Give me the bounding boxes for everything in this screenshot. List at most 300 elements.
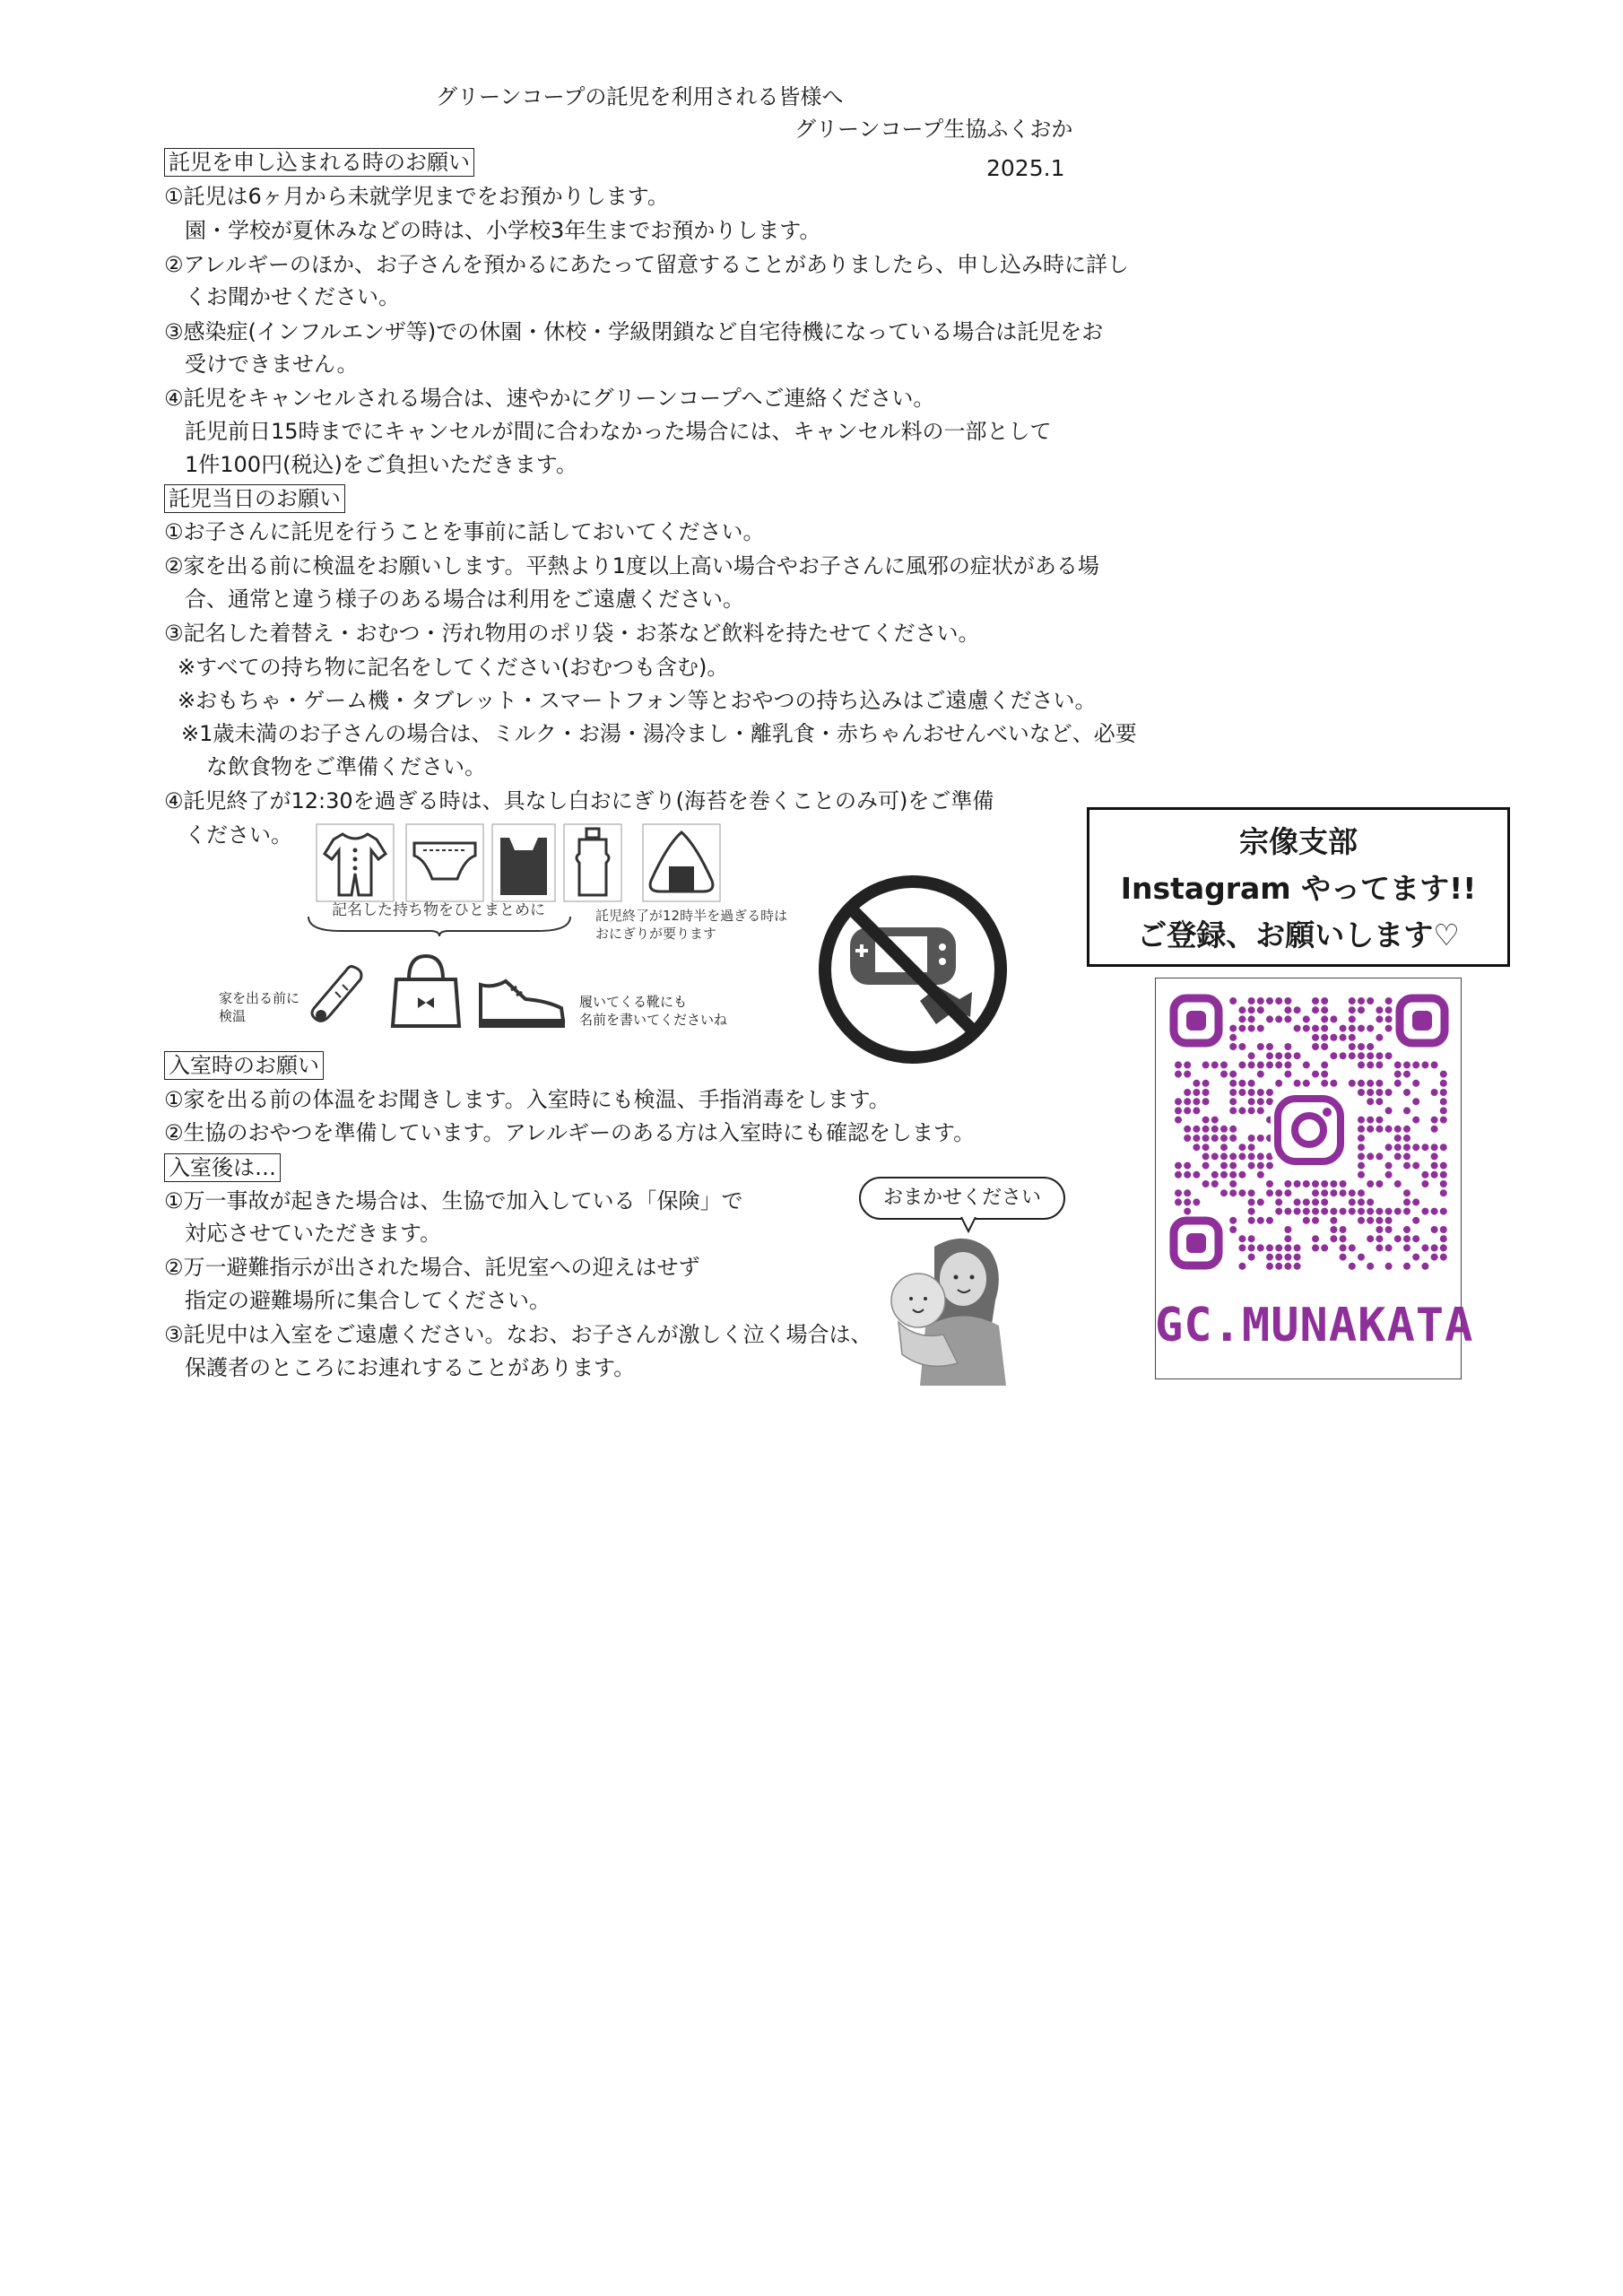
qr-module: [1266, 1217, 1273, 1224]
qr-module: [1229, 1034, 1237, 1041]
qr-module: [1238, 1015, 1245, 1022]
qr-module: [1330, 1180, 1337, 1187]
speech-bubble: おまかせください: [859, 1177, 1065, 1220]
promo-register-line: ご登録、お願いします♡: [1137, 918, 1460, 952]
qr-module: [1403, 1198, 1410, 1205]
qr-module: [1303, 1061, 1310, 1068]
qr-module: [1431, 1144, 1438, 1151]
qr-module: [1358, 1189, 1365, 1196]
qr-module: [1303, 1217, 1310, 1224]
qr-module: [1312, 1189, 1319, 1196]
qr-module: [1294, 1198, 1301, 1205]
qr-module: [1312, 1071, 1319, 1078]
qr-module: [1330, 1235, 1337, 1242]
qr-module: [1349, 1208, 1356, 1215]
caption-temperature-2: 検温: [219, 1008, 247, 1024]
qr-module: [1394, 1235, 1402, 1242]
text-line: 合、通常と違う様子のある場合は利用をご遠慮ください。: [185, 587, 744, 612]
qr-module: [1440, 1117, 1447, 1124]
qr-module: [1294, 1052, 1301, 1059]
plastic-bag-icon: [491, 823, 556, 902]
qr-module: [1257, 1098, 1264, 1105]
qr-module: [1284, 1006, 1291, 1013]
qr-module: [1284, 1043, 1291, 1050]
text-line: くお聞かせください。: [185, 284, 400, 309]
qr-module: [1211, 1180, 1219, 1187]
qr-module: [1358, 1080, 1365, 1087]
qr-module: [1248, 1144, 1255, 1151]
qr-module: [1229, 1080, 1237, 1087]
qr-module: [1193, 1171, 1200, 1178]
qr-module: [1303, 1015, 1310, 1022]
qr-module: [1257, 1025, 1264, 1032]
qr-module: [1330, 1052, 1337, 1059]
qr-module: [1367, 1235, 1374, 1242]
qr-module: [1321, 1080, 1328, 1087]
qr-module: [1376, 1080, 1383, 1087]
qr-module: [1340, 1180, 1347, 1187]
qr-module: [1229, 1126, 1237, 1133]
qr-module: [1349, 1025, 1356, 1032]
qr-module: [1248, 1244, 1255, 1251]
qr-module: [1358, 1254, 1365, 1261]
qr-module: [1202, 1089, 1210, 1096]
qr-module: [1330, 1226, 1337, 1233]
qr-module: [1431, 1226, 1438, 1233]
qr-module: [1211, 1152, 1219, 1160]
qr-module: [1312, 1025, 1319, 1032]
organization-name: グリーンコープ生協ふくおか: [794, 117, 1073, 142]
qr-module: [1321, 1006, 1328, 1013]
qr-module: [1440, 1254, 1447, 1261]
qr-module: [1248, 1098, 1255, 1105]
qr-module: [1184, 1071, 1191, 1078]
qr-module: [1421, 1180, 1428, 1187]
qr-module: [1340, 1244, 1347, 1251]
document-title: グリーンコープの託児を利用される皆様へ: [436, 84, 844, 109]
qr-module: [1238, 1107, 1245, 1114]
qr-module: [1220, 1144, 1228, 1151]
qr-module: [1431, 1162, 1438, 1170]
qr-module: [1349, 1198, 1356, 1205]
qr-module: [1321, 1208, 1328, 1215]
qr-module: [1376, 1235, 1383, 1242]
qr-module: [1376, 1034, 1383, 1041]
qr-module: [1412, 1098, 1419, 1105]
qr-module: [1275, 1189, 1282, 1196]
qr-module: [1367, 1152, 1374, 1160]
qr-module: [1275, 1080, 1282, 1087]
qr-module: [1248, 1135, 1255, 1142]
qr-module: [1211, 1171, 1219, 1178]
qr-module: [1412, 1235, 1419, 1242]
qr-module: [1403, 1244, 1410, 1251]
qr-module: [1358, 1217, 1365, 1224]
qr-module: [1184, 1126, 1191, 1133]
qr-module: [1284, 1254, 1291, 1261]
qr-module: [1431, 1254, 1438, 1261]
qr-module: [1358, 1126, 1365, 1133]
qr-module: [1257, 1244, 1264, 1251]
qr-module: [1312, 1244, 1319, 1251]
qr-module: [1193, 1098, 1200, 1105]
qr-module: [1385, 1025, 1393, 1032]
section-heading-day: 託児当日のお願い: [164, 484, 345, 513]
qr-module: [1358, 1006, 1365, 1013]
qr-module: [1229, 1171, 1237, 1178]
qr-module: [1376, 1006, 1383, 1013]
text-line: ②万一避難指示が出された場合、託児室への迎えはせず: [164, 1255, 700, 1280]
qr-module: [1349, 1034, 1356, 1041]
text-line: ※おもちゃ・ゲーム機・タブレット・スマートフォン等とおやつの持ち込みはご遠慮ください。: [178, 688, 1097, 713]
qr-module: [1248, 1152, 1255, 1160]
qr-module: [1275, 1061, 1282, 1068]
qr-module: [1284, 997, 1291, 1004]
qr-module: [1394, 1126, 1402, 1133]
mother-and-baby-illustration: [881, 1229, 1015, 1389]
qr-module: [1367, 1043, 1374, 1050]
qr-module: [1193, 1126, 1200, 1133]
text-line: ③記名した着替え・おむつ・汚れ物用のポリ袋・お茶など飲料を持たせてください。: [164, 621, 980, 646]
qr-module: [1193, 1198, 1200, 1205]
qr-module: [1367, 1217, 1374, 1224]
qr-module: [1238, 1263, 1245, 1270]
text-line: 保護者のところにお連れすることがあります。: [185, 1355, 636, 1380]
promo-instagram-line: Instagram やってます!!: [1120, 871, 1477, 906]
qr-module: [1312, 1034, 1319, 1041]
qr-module: [1358, 1171, 1365, 1178]
qr-module: [1175, 1071, 1182, 1078]
qr-module: [1266, 1180, 1273, 1187]
qr-module: [1238, 1171, 1245, 1178]
qr-module: [1412, 1198, 1419, 1205]
qr-module: [1431, 1126, 1438, 1133]
text-line: ②生協のおやつを準備しています。アレルギーのある方は入室時にも確認をします。: [164, 1120, 976, 1145]
qr-module: [1349, 1052, 1356, 1059]
qr-module: [1275, 1198, 1282, 1205]
qr-module: [1248, 1198, 1255, 1205]
qr-module: [1376, 1117, 1383, 1124]
qr-module: [1202, 1098, 1210, 1105]
qr-module: [1266, 1052, 1273, 1059]
text-line: ④託児をキャンセルされる場合は、速やかにグリーンコープへご連絡ください。: [164, 386, 935, 411]
qr-module: [1202, 1162, 1210, 1170]
qr-module: [1412, 1144, 1419, 1151]
qr-module: [1284, 1235, 1291, 1242]
qr-module: [1358, 1198, 1365, 1205]
qr-module: [1211, 1117, 1219, 1124]
qr-module: [1202, 1117, 1210, 1124]
qr-module: [1175, 1098, 1182, 1105]
qr-module: [1175, 1162, 1182, 1170]
qr-module: [1266, 1089, 1273, 1096]
qr-module: [1340, 1025, 1347, 1032]
qr-module: [1284, 1208, 1291, 1215]
text-line: 対応させていただきます。: [185, 1221, 442, 1246]
qr-module: [1284, 1061, 1291, 1068]
text-line: 受けできません。: [185, 352, 359, 377]
qr-module: [1421, 1263, 1428, 1270]
qr-module: [1229, 1226, 1237, 1233]
qr-module: [1394, 1071, 1402, 1078]
qr-module: [1175, 1117, 1182, 1124]
instagram-qr-code[interactable]: [1156, 978, 1462, 1283]
qr-module: [1349, 1244, 1356, 1251]
qr-module: [1229, 1071, 1237, 1078]
qr-module: [1385, 1126, 1393, 1133]
qr-module: [1248, 1025, 1255, 1032]
qr-module: [1211, 1126, 1219, 1133]
qr-module: [1266, 1043, 1273, 1050]
qr-module: [1294, 1080, 1301, 1087]
qr-module: [1184, 1198, 1191, 1205]
qr-module: [1385, 1171, 1393, 1178]
qr-module: [1248, 1089, 1255, 1096]
qr-module: [1266, 1244, 1273, 1251]
qr-module: [1431, 1061, 1438, 1068]
qr-module: [1440, 1144, 1447, 1151]
qr-module: [1220, 1162, 1228, 1170]
thermometer-icon: [303, 960, 375, 1031]
qr-module: [1257, 1071, 1264, 1078]
qr-module: [1284, 1189, 1291, 1196]
caption-shoes-1: 履いてくる靴にも: [579, 994, 688, 1010]
qr-module: [1193, 1135, 1200, 1142]
text-line: ③感染症(インフルエンザ等)での休園・休校・学級閉鎖など自宅待機になっている場合は託児をお: [164, 319, 1104, 344]
qr-module: [1275, 1052, 1282, 1059]
tote-bag-icon: [387, 951, 464, 1031]
qr-module: [1220, 1189, 1228, 1196]
qr-module: [1303, 1198, 1310, 1205]
qr-module: [1275, 1208, 1282, 1215]
qr-module: [1248, 1015, 1255, 1022]
qr-module: [1248, 1217, 1255, 1224]
qr-module: [1340, 1254, 1347, 1261]
qr-module: [1394, 1144, 1402, 1151]
qr-module: [1330, 1189, 1337, 1196]
qr-module: [1321, 1034, 1328, 1041]
qr-module: [1349, 1263, 1356, 1270]
caption-lunch-1: 託児終了が12時半を過ぎる時は: [595, 908, 788, 924]
text-line: ①万一事故が起きた場合は、生協で加入している「保険」で: [164, 1188, 743, 1213]
qr-module: [1367, 1061, 1374, 1068]
qr-module: [1238, 1152, 1245, 1160]
text-line: な飲食物をご準備ください。: [206, 754, 486, 779]
qr-module: [1248, 1235, 1255, 1242]
qr-module: [1349, 1043, 1356, 1050]
qr-module: [1248, 1189, 1255, 1196]
qr-module: [1266, 1254, 1273, 1261]
qr-module: [1440, 1098, 1447, 1105]
qr-module: [1385, 1244, 1393, 1251]
qr-module: [1376, 1089, 1383, 1096]
qr-module: [1248, 1254, 1255, 1261]
qr-module: [1349, 1080, 1356, 1087]
qr-module: [1294, 1263, 1301, 1270]
qr-module: [1211, 1135, 1219, 1142]
qr-module: [1229, 1043, 1237, 1050]
qr-module: [1193, 1107, 1200, 1114]
qr-module: [1367, 997, 1374, 1004]
qr-module: [1376, 1061, 1383, 1068]
qr-module: [1294, 1244, 1301, 1251]
qr-module: [1403, 1189, 1410, 1196]
qr-module: [1257, 1089, 1264, 1096]
qr-module: [1330, 1217, 1337, 1224]
qr-module: [1175, 1061, 1182, 1068]
qr-module: [1275, 1254, 1282, 1261]
qr-module: [1312, 1043, 1319, 1050]
qr-module: [1184, 1089, 1191, 1096]
qr-module: [1321, 1198, 1328, 1205]
qr-module: [1440, 1208, 1447, 1215]
qr-module: [1403, 1152, 1410, 1160]
qr-module: [1257, 1006, 1264, 1013]
qr-module: [1358, 1089, 1365, 1096]
qr-module: [1284, 1244, 1291, 1251]
qr-module: [1431, 1208, 1438, 1215]
qr-module: [1220, 1126, 1228, 1133]
caption-shoes-2: 名前を書いてくださいね: [579, 1012, 728, 1028]
qr-module: [1248, 1052, 1255, 1059]
qr-module: [1440, 1071, 1447, 1078]
qr-module: [1440, 1107, 1447, 1114]
qr-module: [1229, 1107, 1237, 1114]
qr-module: [1284, 1071, 1291, 1078]
qr-module: [1275, 1244, 1282, 1251]
qr-module: [1248, 1107, 1255, 1114]
qr-module: [1376, 1126, 1383, 1133]
qr-module: [1257, 1152, 1264, 1160]
qr-module: [1367, 1208, 1374, 1215]
qr-module: [1229, 1162, 1237, 1170]
qr-module: [1229, 1025, 1237, 1032]
qr-module: [1385, 1208, 1393, 1215]
qr-module: [1257, 1061, 1264, 1068]
text-line: ください。: [185, 822, 292, 848]
qr-module: [1238, 1061, 1245, 1068]
qr-module: [1358, 1152, 1365, 1160]
qr-module: [1340, 1226, 1347, 1233]
qr-module: [1440, 1089, 1447, 1096]
qr-module: [1349, 997, 1356, 1004]
qr-module: [1330, 1015, 1337, 1022]
qr-module: [1376, 1098, 1383, 1105]
document-date: 2025.1: [986, 155, 1065, 181]
qr-module: [1202, 1135, 1210, 1142]
qr-module: [1421, 1171, 1428, 1178]
text-line: 託児前日15時までにキャンセルが間に合わなかった場合には、キャンセル料の一部として: [185, 419, 1052, 444]
qr-module: [1367, 1098, 1374, 1105]
qr-module: [1257, 1162, 1264, 1170]
instagram-promo-box: [1087, 807, 1510, 967]
qr-module: [1184, 1162, 1191, 1170]
qr-module: [1367, 1126, 1374, 1133]
qr-module: [1175, 1107, 1182, 1114]
qr-module: [1229, 1152, 1237, 1160]
qr-module: [1257, 1135, 1264, 1142]
qr-module: [1440, 1189, 1447, 1196]
qr-module: [1184, 1208, 1191, 1215]
qr-module: [1367, 1180, 1374, 1187]
qr-module: [1294, 1180, 1301, 1187]
qr-module: [1303, 1208, 1310, 1215]
qr-module: [1403, 1071, 1410, 1078]
qr-module: [1229, 1189, 1237, 1196]
qr-module: [1312, 997, 1319, 1004]
qr-module: [1358, 1135, 1365, 1142]
qr-module: [1394, 1180, 1402, 1187]
qr-module: [1412, 1162, 1419, 1170]
qr-module: [1403, 1126, 1410, 1133]
qr-module: [1284, 1052, 1291, 1059]
qr-module: [1275, 1015, 1282, 1022]
qr-module: [1321, 997, 1328, 1004]
qr-module: [1229, 1098, 1237, 1105]
section-heading-after: 入室後は…: [164, 1153, 281, 1182]
qr-module: [1376, 1180, 1383, 1187]
qr-module: [1248, 1208, 1255, 1215]
qr-module: [1431, 1152, 1438, 1160]
qr-module: [1202, 1080, 1210, 1087]
qr-module: [1394, 1061, 1402, 1068]
qr-module: [1257, 1107, 1264, 1114]
qr-module: [1385, 1263, 1393, 1270]
qr-module: [1376, 1217, 1383, 1224]
qr-module: [1431, 1117, 1438, 1124]
qr-module: [1340, 1052, 1347, 1059]
qr-module: [1367, 1089, 1374, 1096]
qr-module: [1202, 1180, 1210, 1187]
baby-clothes-icon: [316, 823, 395, 902]
qr-module: [1312, 1235, 1319, 1242]
qr-module: [1238, 1043, 1245, 1050]
qr-module: [1340, 1189, 1347, 1196]
qr-module: [1303, 1025, 1310, 1032]
qr-module: [1175, 1171, 1182, 1178]
qr-module: [1340, 1235, 1347, 1242]
qr-module: [1257, 1198, 1264, 1205]
qr-module: [1211, 1061, 1219, 1068]
qr-module: [1376, 1052, 1383, 1059]
water-bottle-icon: [563, 823, 622, 902]
qr-module: [1421, 1244, 1428, 1251]
qr-module: [1358, 1144, 1365, 1151]
qr-module: [1358, 1208, 1365, 1215]
qr-module: [1440, 1226, 1447, 1233]
qr-module: [1184, 1171, 1191, 1178]
text-line: ※すべての持ち物に記名をしてください(おむつも含む)。: [178, 655, 729, 680]
qr-module: [1403, 1235, 1410, 1242]
qr-module: [1229, 997, 1237, 1004]
qr-module: [1385, 1144, 1393, 1151]
qr-module: [1248, 997, 1255, 1004]
qr-module: [1385, 1052, 1393, 1059]
qr-module: [1238, 1244, 1245, 1251]
qr-module: [1358, 1052, 1365, 1059]
qr-module: [1385, 1226, 1393, 1233]
qr-module: [1312, 1180, 1319, 1187]
qr-module: [1385, 1006, 1393, 1013]
qr-module: [1440, 1180, 1447, 1187]
qr-module: [1431, 1089, 1438, 1096]
qr-module: [1257, 1217, 1264, 1224]
qr-module: [1238, 1025, 1245, 1032]
promo-branch-name: 宗像支部: [1239, 824, 1358, 859]
qr-module: [1394, 1080, 1402, 1087]
qr-module: [1312, 1217, 1319, 1224]
qr-module: [1202, 1061, 1210, 1068]
